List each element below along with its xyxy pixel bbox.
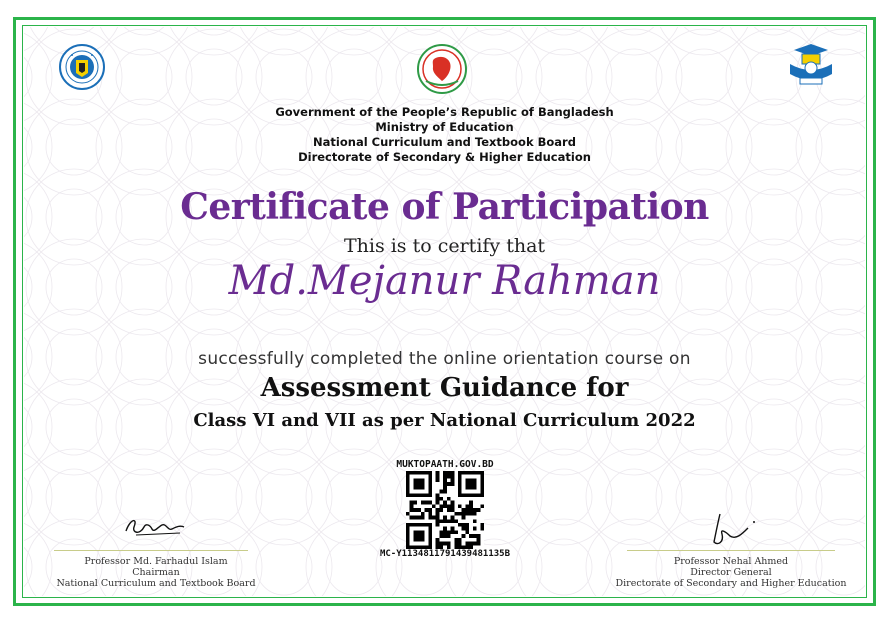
right-signature-line (627, 550, 835, 551)
verification-url: MUKTOPAATH.GOV.BD (396, 459, 494, 470)
right-signatory-name: Professor Nehal Ahmed (673, 556, 789, 567)
right-signature-image (706, 512, 760, 548)
header-government: Government of the People’s Republic of Bangladesh (275, 105, 614, 119)
right-signatory-organization: Directorate of Secondary and Higher Education (615, 578, 847, 589)
certificate-title: Certificate of Participation (180, 186, 709, 228)
certificate-id: MC-Y1134811791439481135B (379, 549, 511, 559)
header-dshe: Directorate of Secondary & Higher Education (298, 150, 591, 164)
qr-code-icon (404, 471, 486, 549)
course-title-line1: Assessment Guidance for (260, 373, 629, 403)
left-signature-line (54, 550, 248, 551)
certify-text: This is to certify that (343, 235, 546, 257)
left-signatory-name: Professor Md. Farhadul Islam (84, 556, 228, 567)
left-signatory (40, 556, 272, 589)
completion-text: successfully completed the online orientation course on (198, 349, 691, 369)
header-ministry: Ministry of Education (375, 120, 514, 134)
left-signatory-title: Chairman (132, 567, 180, 578)
bangladesh-government-seal-icon (416, 43, 468, 95)
left-signature-image (122, 513, 188, 541)
dshe-emblem-icon (784, 42, 838, 90)
right-signatory-title: Director General (690, 567, 772, 578)
course-title-line2: Class VI and VII as per National Curriculum 2022 (193, 410, 696, 431)
nctb-emblem-icon (58, 43, 106, 91)
left-signatory-organization: National Curriculum and Textbook Board (56, 578, 256, 589)
header-nctb: National Curriculum and Textbook Board (313, 135, 576, 149)
right-signatory (600, 556, 862, 589)
recipient-name: Md.Mejanur Rahman (228, 258, 661, 304)
